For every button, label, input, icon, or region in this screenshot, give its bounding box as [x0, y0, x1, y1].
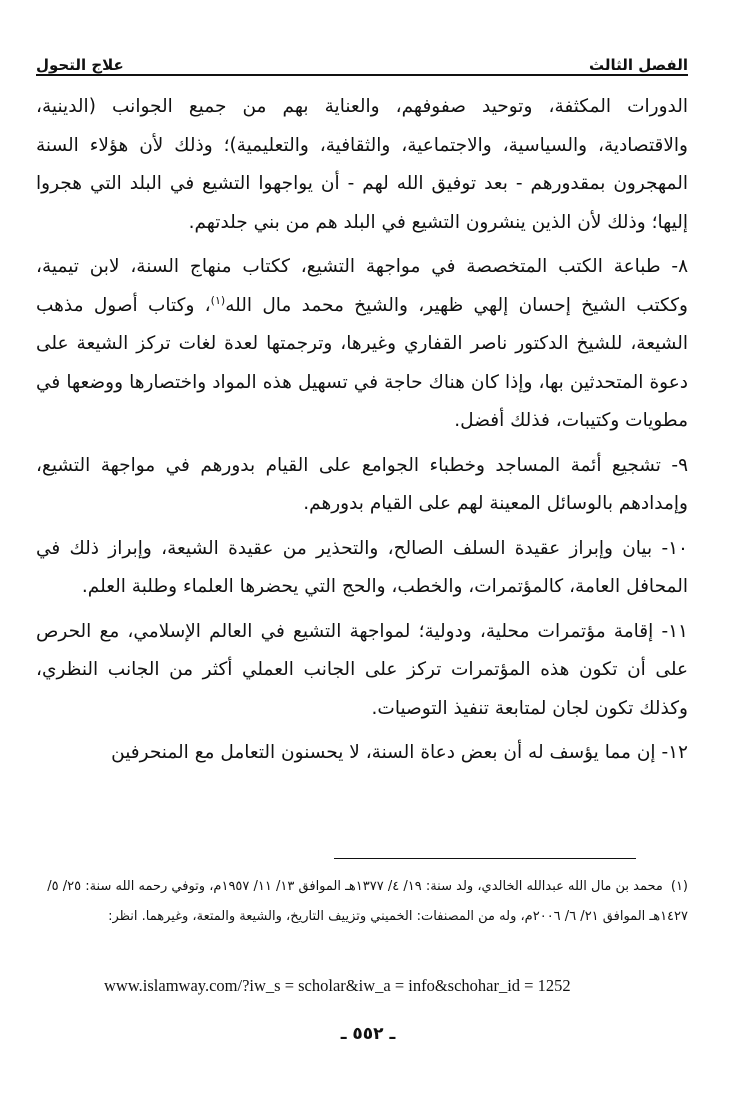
- chapter-title: الفصل الثالث: [588, 56, 688, 74]
- main-text: [36, 88, 688, 777]
- item-8-text-a: ٨- طباعة الكتب المتخصصة في مواجهة التشيع، ككتاب منهاج السنة، لابن تيمية، وككتب الشيخ إحسان إلهي ظهير، والشيخ محمد مال الله: [36, 256, 688, 316]
- paragraph-item-12: ١٢- إن مما يؤسف له أن بعض دعاة السنة، لا يحسنون التعامل مع المنحرفين: [111, 742, 688, 763]
- footnote-link[interactable]: www.islamway.com/?iw_s = scholar&iw_a = info&schohar_id = 1252: [104, 976, 571, 995]
- header-divider: [36, 74, 688, 76]
- section-title: علاج التحول: [36, 56, 124, 74]
- paragraph-item-10: ١٠- بيان وإبراز عقيدة السلف الصالح، والتحذير من عقيدة الشيعة، وإبراز ذلك في المحافل العامة، كالمؤتمرات، والخطب، والحج التي يحضرها العلماء وطلبة العلم.: [36, 537, 688, 597]
- paragraph-item-9: ٩- تشجيع أئمة المساجد وخطباء الجوامع على القيام بدورهم في مواجهة التشيع، وإمدادهم بالوسائل المعينة لهم على القيام بدورهم.: [36, 454, 688, 514]
- paragraph-item-8: [36, 248, 688, 441]
- footnote-text: محمد بن مال الله عبدالله الخالدي، ولد سنة: ١٩/ ٤/ ١٣٧٧هـ الموافق ١٣/ ١١/ ١٩٥٧م، وتوفي رحمه الله سنة: ٢٥/ ٥/ ١٤٢٧هـ الموافق ٢١/ ٦/ ٢٠٠٦م، وله من المصنفات: الخميني وتزييف التاريخ، والشيعة والمتعة، وغيرهما. انظر:: [47, 879, 688, 924]
- footnote-reference: (١): [210, 293, 226, 307]
- paragraph-continuation: الدورات المكثفة، وتوحيد صفوفهم، والعناية بهم من جميع الجوانب (الدينية، والاقتصادية، والسياسية، والاجتماعية، والثقافية، والتعليمية)؛ وذلك لأن هؤلاء السنة المهجرون بمقدورهم - بعد توفيق الله لهم - أن يواجهوا التشيع في البلد التي هجروا إليها؛ وذلك لأن الذين ينشرون التشيع في البلد هم من بني جلدتهم.: [36, 96, 688, 233]
- footnote-divider: [334, 858, 636, 859]
- footnote-number: (١): [670, 879, 688, 894]
- footnote: [36, 872, 688, 932]
- paragraph-item-11: ١١- إقامة مؤتمرات محلية، ودولية؛ لمواجهة التشيع في العالم الإسلامي، مع الحرص على أن تكون هذه المؤتمرات تركز على الجانب العملي أكثر من الجانب النظري، وكذلك تكون لجان لمتابعة تنفيذ التوصيات.: [36, 620, 688, 719]
- item-8-text-b: ، وكتاب أصول مذهب الشيعة، للشيخ الدكتور ناصر القفاري وغيرها، وترجمتها لعدة لغات تركز الشيعة على دعوة المتحدثين بها، وإذا كان هناك حاجة في تسهيل هذه المواد واختصارها ووضعها في مطويات وكتيبات، فذلك أفضل.: [36, 294, 688, 431]
- page-header: [36, 46, 688, 74]
- page-number: ـ ٥٥٢ ـ: [340, 1024, 396, 1044]
